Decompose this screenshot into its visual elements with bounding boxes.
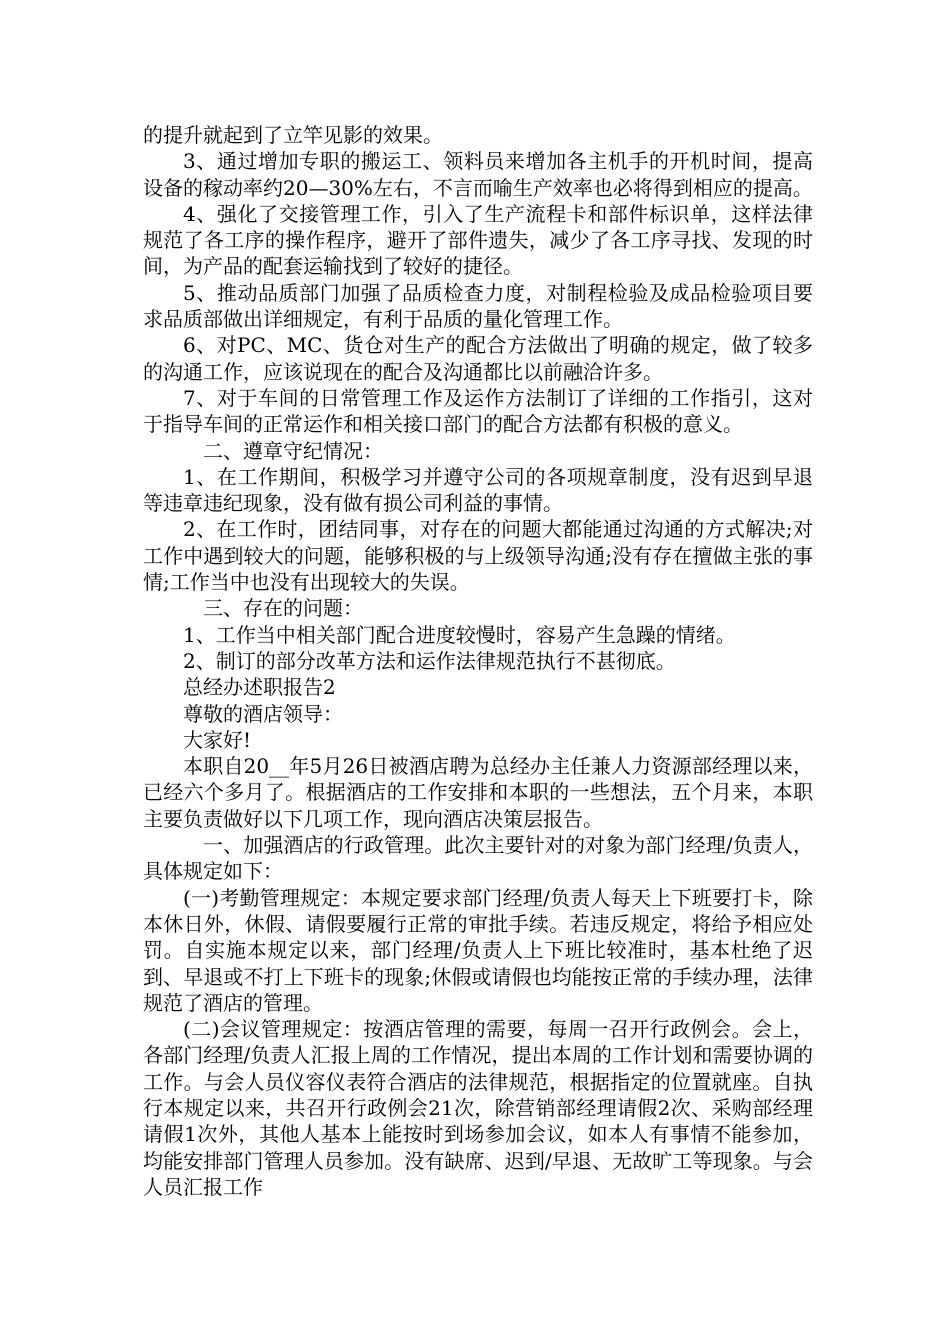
paragraph-attendance-rules: (一)考勤管理规定：本规定要求部门经理/负责人每天上下班要打卡，除本休日外，休假、请假要履行正常的审批手续。若违反规定，将给予相应处罚。自实施本规定以来，部门经理/负责人上下班比较准时，基本杜绝了迟到、早退或不打上下班卡的现象;休假或请假也均能按正常的手续办理，法律规范了酒店的管理。 — [143, 885, 813, 1015]
salutation: 尊敬的酒店领导： — [183, 701, 343, 726]
paragraph-continuation: 的提升就起到了立竿见影的效果。 — [143, 123, 443, 147]
report-title: 总经办述职报告2 — [183, 675, 336, 700]
paragraph-item-6: 6、对PC、MC、货仓对生产的配合方法做出了明确的规定，做了较多的沟通工作，应该说现在的配合及沟通都比以前融洽许多。 — [143, 333, 813, 384]
paragraph-problem-1: 1、工作当中相关部门配合进度较慢时，容易产生急躁的情绪。 — [183, 622, 736, 647]
section-heading-problems: 三、存在的问题： — [203, 596, 363, 621]
paragraph-intro: 本职自20__年5月26日被酒店聘为总经办主任兼人力资源部经理以来，已经六个多月了。根据酒店的工作安排和本职的一些想法，五个月来，本职主要负责做好以下几项工作，现向酒店决策层报告。 — [143, 754, 813, 831]
document-body — [143, 122, 813, 1200]
paragraph-meeting-rules: (二)会议管理规定：按酒店管理的需要，每周一召开行政例会。会上，各部门经理/负责人汇报上周的工作情况，提出本周的工作计划和需要协调的工作。与会人员仪容仪表符合酒店的法律规范，根据指定的位置就座。自执行本规定以来，共召开行政例会21次，除营销部经理请假2次、采购部经理请假1次外，其他人基本上能按时到场参加会议，如本人有事情不能参加，均能安排部门管理人员参加。没有缺席、迟到/早退、无故旷工等现象。与会人员汇报工作 — [143, 1017, 813, 1199]
paragraph-item-5: 5、推动品质部门加强了品质检查力度，对制程检验及成品检验项目要求品质部做出详细规定，有利于品质的量化管理工作。 — [143, 280, 813, 332]
paragraph-problem-2: 2、制订的部分改革方法和运作法律规范执行不甚彻底。 — [183, 648, 676, 673]
section-heading-compliance: 二、遵章守纪情况： — [203, 438, 383, 463]
paragraph-compliance-1: 1、在工作期间，积极学习并遵守公司的各项规章制度，没有迟到早退等违章违纪现象，没有做有损公司利益的事情。 — [143, 464, 813, 516]
paragraph-item-4: 4、强化了交接管理工作，引入了生产流程卡和部件标识单，这样法律规范了各工序的操作程序，避开了部件遗失，减少了各工序寻找、发现的时间，为产品的配套运输找到了较好的捷径。 — [143, 201, 813, 279]
paragraph-compliance-2: 2、在工作时，团结同事，对存在的问题大都能通过沟通的方式解决;对工作中遇到较大的问题，能够积极的与上级领导沟通;没有存在擅做主张的事情;工作当中也没有出现较大的失误。 — [143, 517, 813, 595]
section-heading-admin: 一、加强酒店的行政管理。此次主要针对的对象为部门经理/负责人，具体规定如下： — [143, 833, 813, 884]
paragraph-item-3: 3、通过增加专职的搬运工、领料员来增加各主机手的开机时间，提高设备的稼动率约20—30%左右，不言而喻生产效率也必将得到相应的提高。 — [143, 149, 813, 200]
greeting: 大家好! — [183, 727, 252, 752]
paragraph-item-7: 7、对于车间的日常管理工作及运作方法制订了详细的工作指引，这对于指导车间的正常运作和相关接口部门的配合方法都有积极的意义。 — [143, 385, 813, 437]
